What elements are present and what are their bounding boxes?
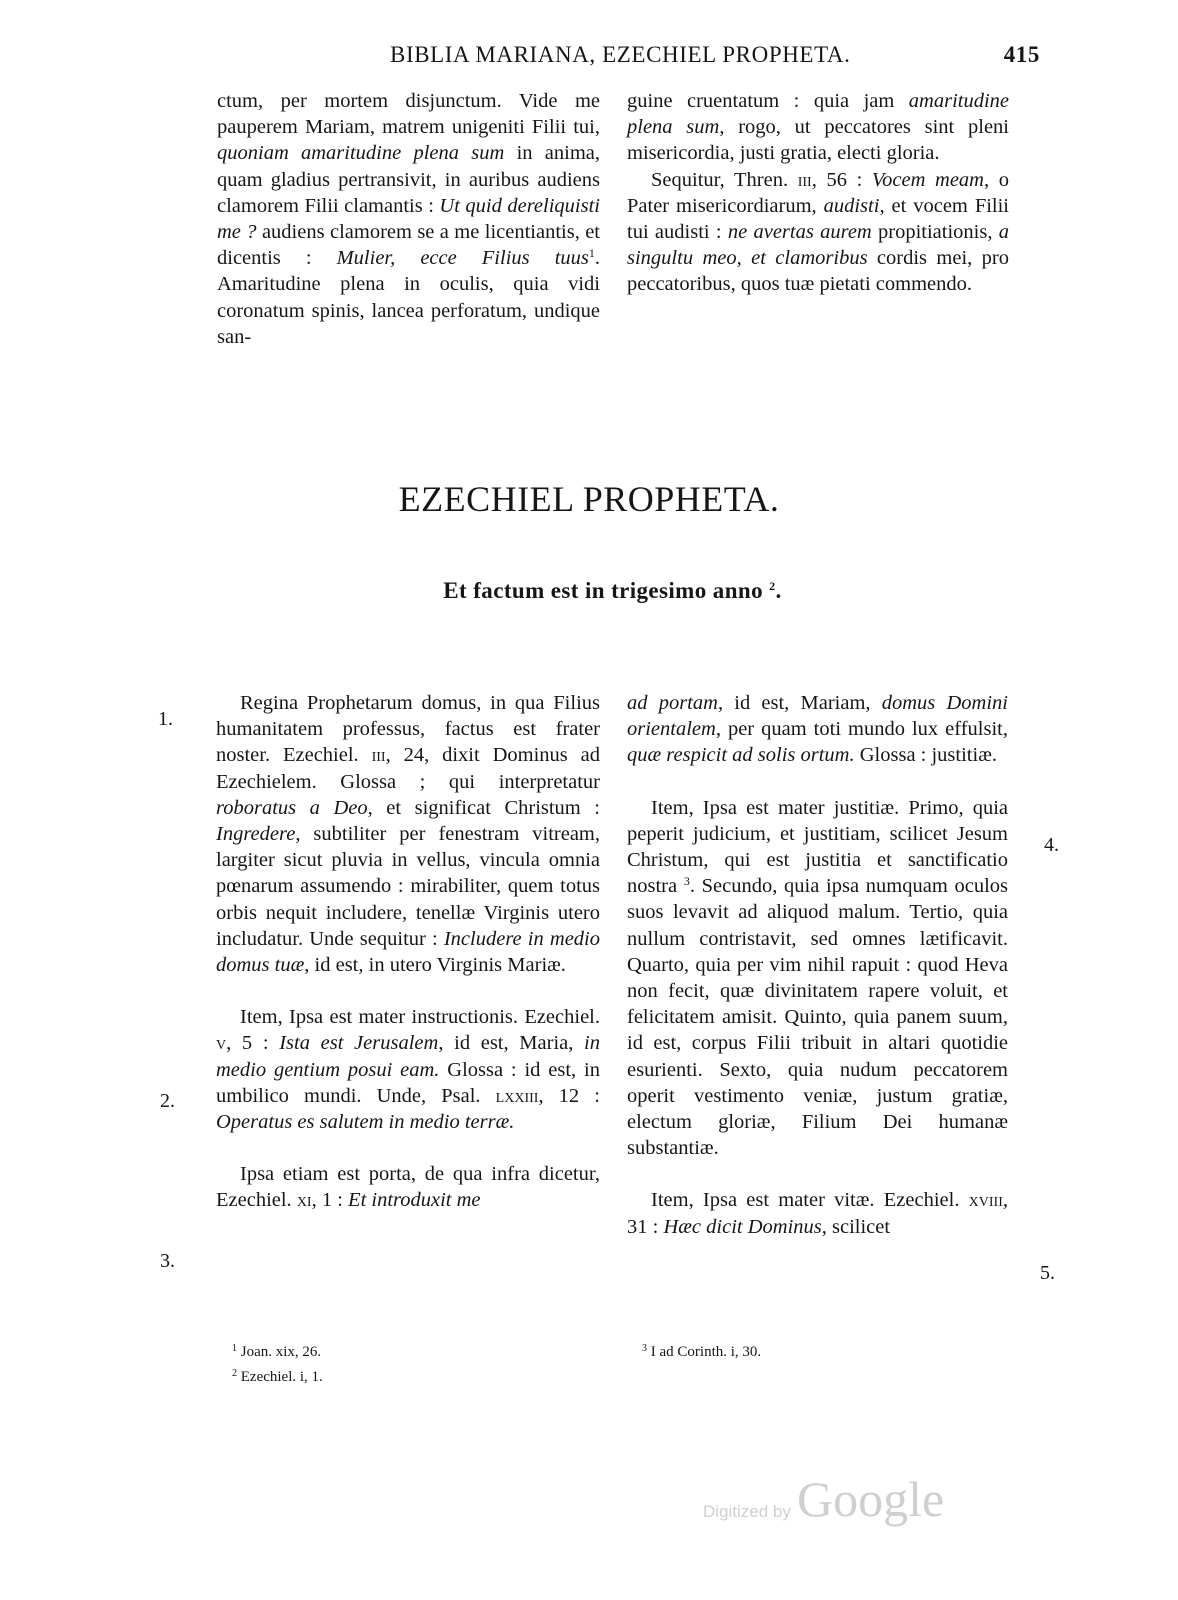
paragraph (217, 88, 600, 350)
top-left-column (217, 88, 600, 350)
roman-numeral: lxxiii (495, 1084, 539, 1107)
italic-span: ne avertas aurem (727, 221, 872, 244)
paragraph (216, 1004, 600, 1135)
footnote-ref: 2 (769, 579, 776, 593)
italic-span: Includere in medio domus tuæ (216, 927, 600, 977)
italic-span: ad portam (627, 692, 718, 714)
text-run: , 56 : (811, 168, 872, 191)
margin-number-5: 5. (1040, 1262, 1055, 1284)
text-run: , o Pater misericordiarum, (627, 168, 1009, 217)
text-run: , et significat Christum : (367, 796, 600, 819)
text-run: , id est, Mariam, (717, 692, 882, 714)
italic-span: quoniam amaritudine plena sum (217, 142, 505, 165)
footnote (232, 1338, 572, 1363)
digitized-watermark (703, 1470, 943, 1530)
text-run: , id est, Maria, (438, 1032, 585, 1055)
italic-span: Et introduxit me (348, 1189, 481, 1212)
text-run: , per quam toti mundo lux effulsit, (715, 718, 1008, 741)
italic-span: amaritudine plena sum (627, 90, 1009, 139)
margin-number-1: 1. (158, 708, 173, 730)
footnote-mark: 3 (642, 1343, 647, 1354)
italic-span: a singultu meo, et clamoribus (627, 221, 1009, 270)
text-run: , rogo, ut peccatores sint pleni misericordia, justi gratia, electi gloria. (627, 116, 1009, 165)
text-run: , 24, dixit Dominus ad Ezechielem. Glossa ; qui interpretatur (216, 744, 601, 793)
footnote-text: Ezechiel. i, 1. (240, 1369, 323, 1385)
italic-span: Vocem meam (871, 168, 984, 191)
text-run: . Secundo, quia ipsa numquam oculos suos levavit ad aliquod malum. Tertio, quia nullum contristavit, sed omnes lætificavit. Quarto, quia per vim nihil rapuit : quod Heva non fecit, quæ divinitatem rapere voluit, et felicitatem amisit. Quinto, quia panem suum, id est, corpus Filii tribuit in altari quotidie esurienti. Sexto, quia nudum peccatorem operit vestimento veniæ, justum gratiæ, electum gloriæ, Filium Dei humanæ substantiæ. (627, 875, 1008, 1160)
text-run: , 1 : (311, 1189, 349, 1212)
paragraph (627, 690, 1008, 769)
text-run: Ipsa etiam est porta, de qua infra dicetur, Ezechiel. (216, 1163, 600, 1212)
text-run: , et vocem Filii tui audisti : (627, 194, 1009, 244)
section-subtitle (0, 578, 1178, 604)
text-run: ctum, per mortem disjunctum. Vide me pauperem Mariam, matrem unigeniti Filii tui, (217, 90, 600, 139)
italic-span: Ingredere (216, 823, 296, 846)
running-title: BIBLIA MARIANA, EZECHIEL PROPHETA. (390, 42, 851, 67)
text-run: , id est, in utero Virginis Mariæ. (304, 954, 566, 977)
page-number: 415 (1003, 42, 1040, 67)
main-right-column (627, 690, 1008, 1240)
text-run: , 5 : (226, 1032, 280, 1055)
digitized-label: Digitized by (703, 1502, 791, 1521)
italic-span: quæ respicit ad solis ortum. (627, 744, 855, 767)
subtitle-period: . (775, 578, 782, 603)
main-left-column (216, 690, 600, 1214)
text-run: guine cruentatum : quia jam (627, 90, 909, 112)
roman-numeral: xviii (968, 1189, 1003, 1212)
text-run: audiens clamorem se a me licentiantis, et dicentis : (217, 221, 601, 270)
footnotes-left (232, 1338, 572, 1388)
text-run: . Amaritudine plena in oculis, quia vidi coronatum spinis, lancea perforatum, undique san- (217, 247, 600, 348)
text-run: Item, Ipsa est mater instructionis. Ezechiel. (240, 1006, 600, 1029)
text-run: Item, Ipsa est mater justitiæ. Primo, quia peperit judicium, et justitiam, scilicet Jesum Christum, qui est justitia et sanctificatio nostra (627, 796, 1008, 898)
italic-span: Ista est Jerusalem (279, 1032, 439, 1055)
section-title: EZECHIEL PROPHETA. (398, 479, 780, 519)
margin-number-2: 2. (160, 1090, 175, 1112)
footnote-ref: 3 (683, 874, 690, 889)
italic-span: roboratus a Deo (216, 796, 368, 819)
roman-numeral: xi (296, 1189, 312, 1212)
roman-numeral: iii (797, 168, 812, 191)
text-run: , 12 : (538, 1084, 600, 1107)
text-run: in anima, quam gladius pertransivit, in auribus audiens clamorem Filii clamantis : (217, 142, 601, 217)
footnotes-right (642, 1338, 982, 1363)
text-run: cordis mei, pro peccatoribus, quos tuæ pietati commendo. (627, 247, 1009, 296)
roman-numeral: v (216, 1032, 227, 1055)
footnote-text: Joan. xix, 26. (240, 1344, 322, 1360)
footnote-mark: 2 (232, 1368, 237, 1379)
footnote (642, 1338, 982, 1363)
footnote-ref: 1 (588, 246, 595, 261)
text-run: Glossa : id est, in umbilico mundi. Unde, Psal. (216, 1058, 600, 1107)
text-run: propitiationis, (871, 221, 999, 244)
roman-numeral: iii (371, 744, 386, 767)
text-run: , scilicet (821, 1215, 891, 1238)
top-right-column (627, 88, 1009, 298)
running-header (390, 42, 1040, 72)
subtitle-text: Et factum est in trigesimo anno (443, 578, 763, 603)
italic-span: Ut quid dereliquisti me ? (217, 194, 600, 244)
paragraph (627, 795, 1008, 1162)
italic-span: audisti (823, 194, 880, 217)
paragraph (627, 1187, 1008, 1239)
italic-span: Hæc dicit Dominus (663, 1215, 822, 1238)
paragraph (627, 88, 1009, 167)
footnote-mark: 1 (232, 1343, 237, 1354)
italic-span: domus Domini orientalem (627, 692, 1008, 741)
footnote-text: I ad Corinth. i, 30. (650, 1344, 762, 1360)
paragraph (216, 1161, 600, 1213)
text-run: Item, Ipsa est mater vitæ. Ezechiel. (651, 1189, 969, 1212)
text-run: , subtiliter per fenestram vitream, largiter sicut pluvia in vellus, vincula omnia pœnarum assumendo : mirabiliter, quem totus orbis nequit includere, tenellæ Virginis utero includatur. Unde sequitur : (216, 823, 600, 950)
footnote (232, 1363, 572, 1388)
margin-number-4: 4. (1044, 834, 1059, 856)
paragraph (627, 167, 1009, 298)
google-logo: Google (797, 1471, 945, 1527)
italic-span: Mulier, ecce Filius tuus (336, 247, 589, 270)
margin-number-3: 3. (160, 1250, 175, 1272)
text-run: Sequitur, Thren. (651, 168, 798, 191)
italic-span: Operatus es salutem in medio terræ. (216, 1111, 515, 1134)
text-run: , 31 : (627, 1189, 1008, 1238)
text-run: Regina Prophetarum domus, in qua Filius humanitatem professus, factus est frater noster. Ezechiel. (216, 692, 600, 767)
italic-span: in medio gentium posui eam. (216, 1032, 600, 1081)
paragraph (216, 690, 600, 978)
text-run: Glossa : justitiæ. (854, 744, 997, 767)
